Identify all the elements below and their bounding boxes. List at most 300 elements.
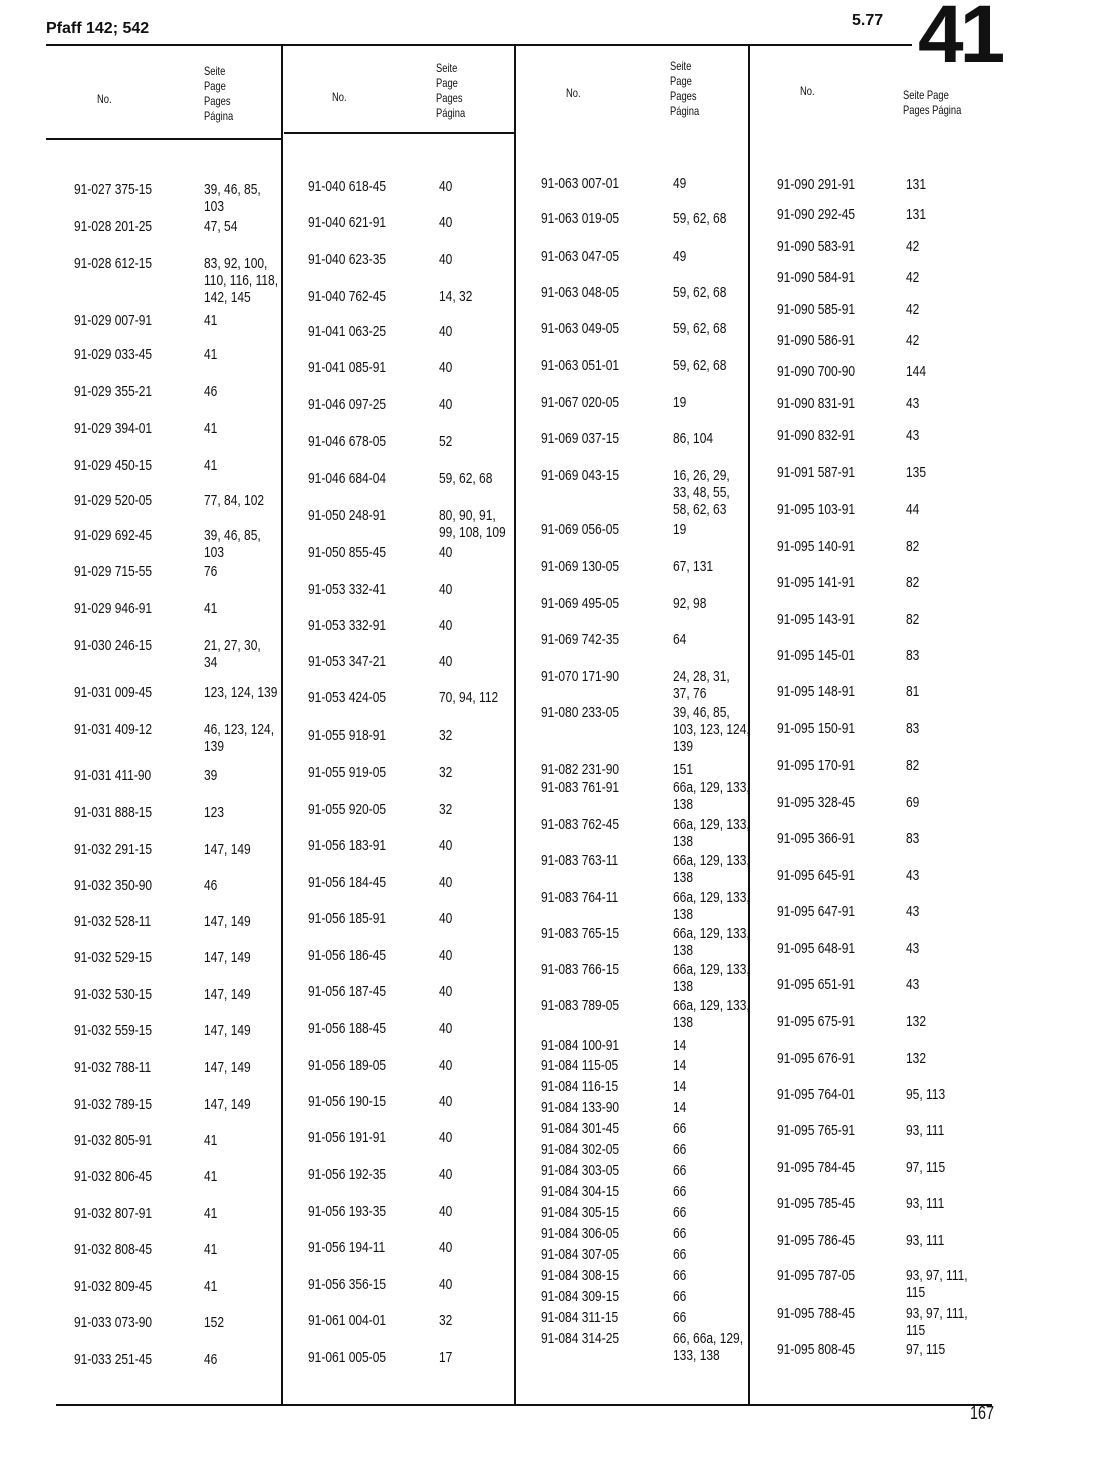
section-number: 41 (918, 0, 1002, 80)
page-references: 42 (906, 332, 920, 349)
page-references: 41 (204, 420, 218, 437)
part-number: 91-090 292-45 (777, 206, 856, 223)
page-references: 41 (204, 600, 218, 617)
page-references: 131 (906, 206, 927, 223)
page-references: 43 (906, 940, 920, 957)
page-references: 147, 149 (204, 1096, 251, 1113)
part-number: 91-090 831-91 (777, 395, 856, 412)
page-references: 40 (439, 1057, 453, 1074)
part-number: 91-084 302-05 (541, 1141, 620, 1158)
part-number: 91-084 115-05 (541, 1057, 619, 1074)
page-references: 70, 94, 112 (439, 689, 499, 706)
page-references: 83 (906, 647, 920, 664)
part-number: 91-056 183-91 (308, 837, 387, 854)
part-number: 91-056 184-45 (308, 874, 387, 891)
part-number: 91-084 116-15 (541, 1078, 619, 1095)
part-number: 91-056 191-91 (308, 1129, 387, 1146)
page-references: 59, 62, 68 (673, 320, 727, 337)
part-number: 91-095 786-45 (777, 1232, 856, 1249)
page-references: 82 (906, 611, 920, 628)
page-references: 66 (673, 1141, 687, 1158)
page-references: 46, 123, 124, 139 (204, 721, 275, 755)
part-number: 91-063 047-05 (541, 248, 620, 265)
part-number: 91-032 789-15 (74, 1096, 153, 1113)
page-references: 93, 111 (906, 1195, 945, 1212)
part-number: 91-095 784-45 (777, 1159, 856, 1176)
part-number: 91-031 009-45 (74, 684, 153, 701)
part-number: 91-029 355-21 (74, 383, 153, 400)
part-number: 91-056 189-05 (308, 1057, 387, 1074)
page-references: 147, 149 (204, 1022, 251, 1039)
part-number: 91-033 251-45 (74, 1351, 153, 1368)
page-references: 46 (204, 877, 218, 894)
part-number: 91-090 291-91 (777, 176, 856, 193)
page-references: 32 (439, 764, 453, 781)
part-number: 91-069 043-15 (541, 467, 620, 484)
part-number: 91-095 143-91 (777, 611, 856, 628)
page-references: 40 (439, 359, 453, 376)
page-references: 144 (906, 363, 927, 380)
part-number: 91-031 411-90 (74, 767, 152, 784)
part-number: 91-084 306-05 (541, 1225, 620, 1242)
part-number: 91-061 005-05 (308, 1349, 387, 1366)
page-references: 32 (439, 1312, 453, 1329)
col3-no-header: No. (566, 86, 581, 100)
page-references: 86, 104 (673, 430, 714, 447)
pages-header-line: Página (204, 109, 234, 123)
column-divider-2 (514, 44, 516, 1406)
part-number: 91-083 789-05 (541, 997, 620, 1014)
part-number: 91-032 807-91 (74, 1205, 153, 1222)
part-number: 91-032 809-45 (74, 1278, 153, 1295)
part-number: 91-030 246-15 (74, 637, 153, 654)
part-number: 91-084 314-25 (541, 1330, 620, 1347)
part-number: 91-028 201-25 (74, 218, 153, 235)
page-references: 40 (439, 214, 453, 231)
pages-header-line: Pages (204, 94, 231, 108)
part-number: 91-056 186-45 (308, 947, 387, 964)
page-references: 40 (439, 1129, 453, 1146)
part-number: 91-095 808-45 (777, 1341, 856, 1358)
part-number: 91-090 832-91 (777, 427, 856, 444)
part-number: 91-056 192-35 (308, 1166, 387, 1183)
page-references: 66 (673, 1162, 687, 1179)
page-references: 147, 149 (204, 913, 251, 930)
pages-header-line: Page (436, 76, 458, 90)
part-number: 91-046 097-25 (308, 396, 387, 413)
part-number: 91-084 133-90 (541, 1099, 620, 1116)
pages-header-line: Pages Página (903, 103, 962, 117)
part-number: 91-029 946-91 (74, 600, 153, 617)
pages-header-line: Pages (670, 89, 697, 103)
part-number: 91-090 586-91 (777, 332, 856, 349)
page-references: 82 (906, 757, 920, 774)
part-number: 91-095 764-01 (777, 1086, 856, 1103)
part-number: 91-031 888-15 (74, 804, 153, 821)
part-number: 91-055 920-05 (308, 801, 387, 818)
page-references: 131 (906, 176, 927, 193)
part-number: 91-032 559-15 (74, 1022, 153, 1039)
page-references: 147, 149 (204, 986, 251, 1003)
page-references: 83, 92, 100, 110, 116, 118, 142, 145 (204, 255, 279, 306)
col3-pages-header (670, 59, 699, 119)
part-number: 91-032 788-11 (74, 1059, 152, 1076)
part-number: 91-095 328-45 (777, 794, 856, 811)
part-number: 91-031 409-12 (74, 721, 153, 738)
part-number: 91-090 585-91 (777, 301, 856, 318)
part-number: 91-069 056-05 (541, 521, 620, 538)
pages-header-line: Page (204, 79, 226, 93)
page-references: 40 (439, 251, 453, 268)
page-references: 59, 62, 68 (673, 357, 727, 374)
page-references: 41 (204, 312, 218, 329)
part-number: 91-032 291-15 (74, 841, 153, 858)
page-references: 16, 26, 29, 33, 48, 55, 58, 62, 63 (673, 467, 730, 518)
page-references: 83 (906, 720, 920, 737)
page-references: 95, 113 (906, 1086, 946, 1103)
page-references: 40 (439, 1166, 453, 1183)
part-number: 91-046 684-04 (308, 470, 387, 487)
part-number: 91-032 350-90 (74, 877, 153, 894)
part-number: 91-041 063-25 (308, 323, 387, 340)
page-references: 41 (204, 457, 218, 474)
page-references: 40 (439, 178, 453, 195)
page-references: 59, 62, 68 (673, 210, 727, 227)
pages-header-line: Seite (204, 64, 226, 78)
part-number: 91-040 618-45 (308, 178, 387, 195)
part-number: 91-055 919-05 (308, 764, 387, 781)
page-references: 66 (673, 1120, 687, 1137)
part-number: 91-029 692-45 (74, 527, 153, 544)
part-number: 91-095 785-45 (777, 1195, 856, 1212)
page-references: 93, 97, 111, 115 (906, 1267, 968, 1301)
part-number: 91-090 583-91 (777, 238, 856, 255)
part-number: 91-091 587-91 (777, 464, 856, 481)
part-number: 91-032 530-15 (74, 986, 153, 1003)
page-references: 151 (673, 761, 694, 778)
page-references: 42 (906, 269, 920, 286)
page-references: 135 (906, 464, 927, 481)
page-references: 46 (204, 1351, 218, 1368)
page-references: 97, 115 (906, 1341, 946, 1358)
part-number: 91-095 103-91 (777, 501, 856, 518)
page-references: 40 (439, 947, 453, 964)
part-number: 91-029 450-15 (74, 457, 153, 474)
part-number: 91-029 520-05 (74, 492, 153, 509)
part-number: 91-084 305-15 (541, 1204, 620, 1221)
page-references: 66 (673, 1309, 687, 1326)
part-number: 91-082 231-90 (541, 761, 620, 778)
page-references: 19 (673, 521, 687, 538)
page-references: 32 (439, 801, 453, 818)
col2-no-header: No. (332, 90, 347, 104)
part-number: 91-069 495-05 (541, 595, 620, 612)
page-references: 93, 97, 111, 115 (906, 1305, 968, 1339)
part-number: 91-056 185-91 (308, 910, 387, 927)
page-references: 40 (439, 1239, 453, 1256)
pages-header-line: Página (670, 104, 700, 118)
page-references: 17 (439, 1349, 453, 1366)
part-number: 91-090 584-91 (777, 269, 856, 286)
page-references: 66 (673, 1288, 687, 1305)
page-references: 66a, 129, 133, 138 (673, 925, 750, 959)
part-number: 91-063 019-05 (541, 210, 620, 227)
page-references: 66a, 129, 133, 138 (673, 961, 750, 995)
page-references: 66a, 129, 133, 138 (673, 889, 750, 923)
document-title: Pfaff 142; 542 (46, 20, 150, 37)
page-references: 82 (906, 538, 920, 555)
page-number: 167 (970, 1403, 995, 1423)
col1-pages-header (204, 64, 233, 124)
page-references: 66a, 129, 133, 138 (673, 997, 750, 1031)
part-number: 91-095 676-91 (777, 1050, 856, 1067)
page-references: 39, 46, 85, 103 (204, 527, 261, 561)
page-references: 80, 90, 91, 99, 108, 109 (439, 507, 506, 541)
header-rule (46, 138, 282, 140)
page-references: 64 (673, 631, 687, 648)
page-references: 39, 46, 85, 103 (204, 181, 261, 215)
col1-no-header: No. (97, 92, 112, 106)
page-references: 14 (673, 1078, 687, 1095)
page-references: 147, 149 (204, 841, 251, 858)
part-number: 91-056 193-35 (308, 1203, 387, 1220)
page-references: 41 (204, 1168, 218, 1185)
page-references: 132 (906, 1013, 927, 1030)
part-number: 91-083 762-45 (541, 816, 620, 833)
page-references: 42 (906, 301, 920, 318)
pages-header-line: Seite (436, 61, 458, 75)
page-references: 41 (204, 1278, 218, 1295)
page-references: 43 (906, 976, 920, 993)
part-number: 91-069 742-35 (541, 631, 620, 648)
page-references: 42 (906, 238, 920, 255)
page-references: 14, 32 (439, 288, 473, 305)
part-number: 91-095 170-91 (777, 757, 856, 774)
part-number: 91-040 621-91 (308, 214, 387, 231)
part-number: 91-067 020-05 (541, 394, 620, 411)
part-number: 91-029 033-45 (74, 346, 153, 363)
part-number: 91-095 765-91 (777, 1122, 856, 1139)
part-number: 91-063 007-01 (541, 175, 620, 192)
part-number: 91-095 148-91 (777, 683, 856, 700)
page-references: 77, 84, 102 (204, 492, 265, 509)
page-references: 41 (204, 1132, 218, 1149)
page-references: 46 (204, 383, 218, 400)
part-number: 91-055 918-91 (308, 727, 387, 744)
page-references: 76 (204, 563, 218, 580)
col2-pages-header (436, 61, 465, 121)
page-references: 82 (906, 574, 920, 591)
part-number: 91-095 145-01 (777, 647, 856, 664)
part-number: 91-063 048-05 (541, 284, 620, 301)
page-references: 69 (906, 794, 920, 811)
page-references: 66 (673, 1225, 687, 1242)
part-number: 91-040 623-35 (308, 251, 387, 268)
part-number: 91-084 307-05 (541, 1246, 620, 1263)
part-number: 91-095 675-91 (777, 1013, 856, 1030)
part-number: 91-095 787-05 (777, 1267, 856, 1284)
page-references: 152 (204, 1314, 225, 1331)
part-number: 91-070 171-90 (541, 668, 620, 685)
top-rule (46, 44, 912, 46)
part-number: 91-046 678-05 (308, 433, 387, 450)
page-references: 41 (204, 1241, 218, 1258)
page-references: 41 (204, 346, 218, 363)
page-references: 40 (439, 581, 453, 598)
page-references: 123 (204, 804, 225, 821)
page-references: 66a, 129, 133, 138 (673, 816, 750, 850)
page-references: 83 (906, 830, 920, 847)
page-references: 32 (439, 727, 453, 744)
document-date: 5.77 (852, 12, 884, 29)
part-number: 91-053 332-91 (308, 617, 387, 634)
part-number: 91-050 248-91 (308, 507, 387, 524)
page-references: 39, 46, 85, 103, 123, 124, 139 (673, 704, 750, 755)
page-references: 40 (439, 1203, 453, 1220)
page-references: 43 (906, 867, 920, 884)
part-number: 91-095 150-91 (777, 720, 856, 737)
page-references: 49 (673, 175, 687, 192)
part-number: 91-032 806-45 (74, 1168, 153, 1185)
part-number: 91-095 648-91 (777, 940, 856, 957)
part-number: 91-053 424-05 (308, 689, 387, 706)
page-references: 14 (673, 1037, 687, 1054)
page-references: 147, 149 (204, 949, 251, 966)
part-number: 91-032 808-45 (74, 1241, 153, 1258)
bottom-rule (56, 1404, 992, 1406)
part-number: 91-063 051-01 (541, 357, 620, 374)
part-number: 91-063 049-05 (541, 320, 620, 337)
part-number: 91-095 140-91 (777, 538, 856, 555)
part-number: 91-095 647-91 (777, 903, 856, 920)
page-references: 97, 115 (906, 1159, 946, 1176)
page-references: 19 (673, 394, 687, 411)
page-references: 147, 149 (204, 1059, 251, 1076)
page-references: 40 (439, 874, 453, 891)
part-number: 91-053 332-41 (308, 581, 387, 598)
part-number: 91-056 190-15 (308, 1093, 387, 1110)
part-number: 91-061 004-01 (308, 1312, 387, 1329)
part-number: 91-084 311-15 (541, 1309, 619, 1326)
page-references: 81 (906, 683, 920, 700)
part-number: 91-032 805-91 (74, 1132, 153, 1149)
header-rule-2 (284, 132, 514, 134)
part-number: 91-029 007-91 (74, 312, 153, 329)
page-references: 40 (439, 323, 453, 340)
page-references: 40 (439, 653, 453, 670)
page-references: 59, 62, 68 (439, 470, 493, 487)
part-number: 91-095 651-91 (777, 976, 856, 993)
page-references: 132 (906, 1050, 927, 1067)
part-number: 91-041 085-91 (308, 359, 387, 376)
part-number: 91-033 073-90 (74, 1314, 153, 1331)
part-number: 91-056 187-45 (308, 983, 387, 1000)
page-references: 66 (673, 1267, 687, 1284)
part-number: 91-032 528-11 (74, 913, 152, 930)
page-references: 24, 28, 31, 37, 76 (673, 668, 730, 702)
pages-header-line: Page (670, 74, 692, 88)
part-number: 91-069 130-05 (541, 558, 620, 575)
part-number: 91-095 645-91 (777, 867, 856, 884)
page-references: 67, 131 (673, 558, 714, 575)
page-references: 93, 111 (906, 1232, 945, 1249)
part-number: 91-084 301-45 (541, 1120, 620, 1137)
part-number: 91-083 761-91 (541, 779, 620, 796)
page-references: 66, 66a, 129, 133, 138 (673, 1330, 744, 1364)
part-number: 91-090 700-90 (777, 363, 856, 380)
page-references: 40 (439, 617, 453, 634)
page-references: 49 (673, 248, 687, 265)
page-references: 52 (439, 433, 453, 450)
page-references: 66 (673, 1183, 687, 1200)
page-references: 92, 98 (673, 595, 707, 612)
column-divider-1 (281, 46, 283, 1404)
page-references: 66a, 129, 133, 138 (673, 852, 750, 886)
part-number: 91-080 233-05 (541, 704, 620, 721)
part-number: 91-084 100-91 (541, 1037, 620, 1054)
page-references: 21, 27, 30, 34 (204, 637, 261, 671)
col4-no-header: No. (800, 84, 815, 98)
page-references: 40 (439, 544, 453, 561)
part-number: 91-053 347-21 (308, 653, 387, 670)
part-number: 91-027 375-15 (74, 181, 153, 198)
pages-header-line: Seite (670, 59, 692, 73)
page-references: 39 (204, 767, 218, 784)
part-number: 91-083 765-15 (541, 925, 620, 942)
page-references: 59, 62, 68 (673, 284, 727, 301)
part-number: 91-032 529-15 (74, 949, 153, 966)
page-references: 40 (439, 1020, 453, 1037)
part-number: 91-095 788-45 (777, 1305, 856, 1322)
page-references: 40 (439, 910, 453, 927)
part-number: 91-069 037-15 (541, 430, 620, 447)
part-number: 91-056 188-45 (308, 1020, 387, 1037)
part-number: 91-095 141-91 (777, 574, 856, 591)
page-references: 43 (906, 395, 920, 412)
page-references: 66 (673, 1246, 687, 1263)
part-number: 91-084 309-15 (541, 1288, 620, 1305)
page-references: 47, 54 (204, 218, 238, 235)
page-references: 40 (439, 396, 453, 413)
part-number: 91-084 303-05 (541, 1162, 620, 1179)
page-references: 123, 124, 139 (204, 684, 278, 701)
part-number: 91-056 356-15 (308, 1276, 387, 1293)
part-number: 91-083 763-11 (541, 852, 619, 869)
page-references: 14 (673, 1057, 687, 1074)
pages-header-line: Pages (436, 91, 463, 105)
part-number: 91-083 764-11 (541, 889, 619, 906)
page-references: 43 (906, 427, 920, 444)
col4-pages-header (903, 88, 961, 118)
page-references: 40 (439, 837, 453, 854)
part-number: 91-056 194-11 (308, 1239, 386, 1256)
pages-header-line: Página (436, 106, 466, 120)
page-references: 40 (439, 983, 453, 1000)
page-references: 66 (673, 1204, 687, 1221)
pages-header-line: Seite Page (903, 88, 949, 102)
page-references: 40 (439, 1093, 453, 1110)
part-number: 91-083 766-15 (541, 961, 620, 978)
page-references: 44 (906, 501, 920, 518)
part-number: 91-095 366-91 (777, 830, 856, 847)
part-number: 91-028 612-15 (74, 255, 153, 272)
page-references: 43 (906, 903, 920, 920)
page-references: 14 (673, 1099, 687, 1116)
page-references: 66a, 129, 133, 138 (673, 779, 750, 813)
page-references: 93, 111 (906, 1122, 945, 1139)
part-number: 91-084 304-15 (541, 1183, 620, 1200)
part-number: 91-084 308-15 (541, 1267, 620, 1284)
